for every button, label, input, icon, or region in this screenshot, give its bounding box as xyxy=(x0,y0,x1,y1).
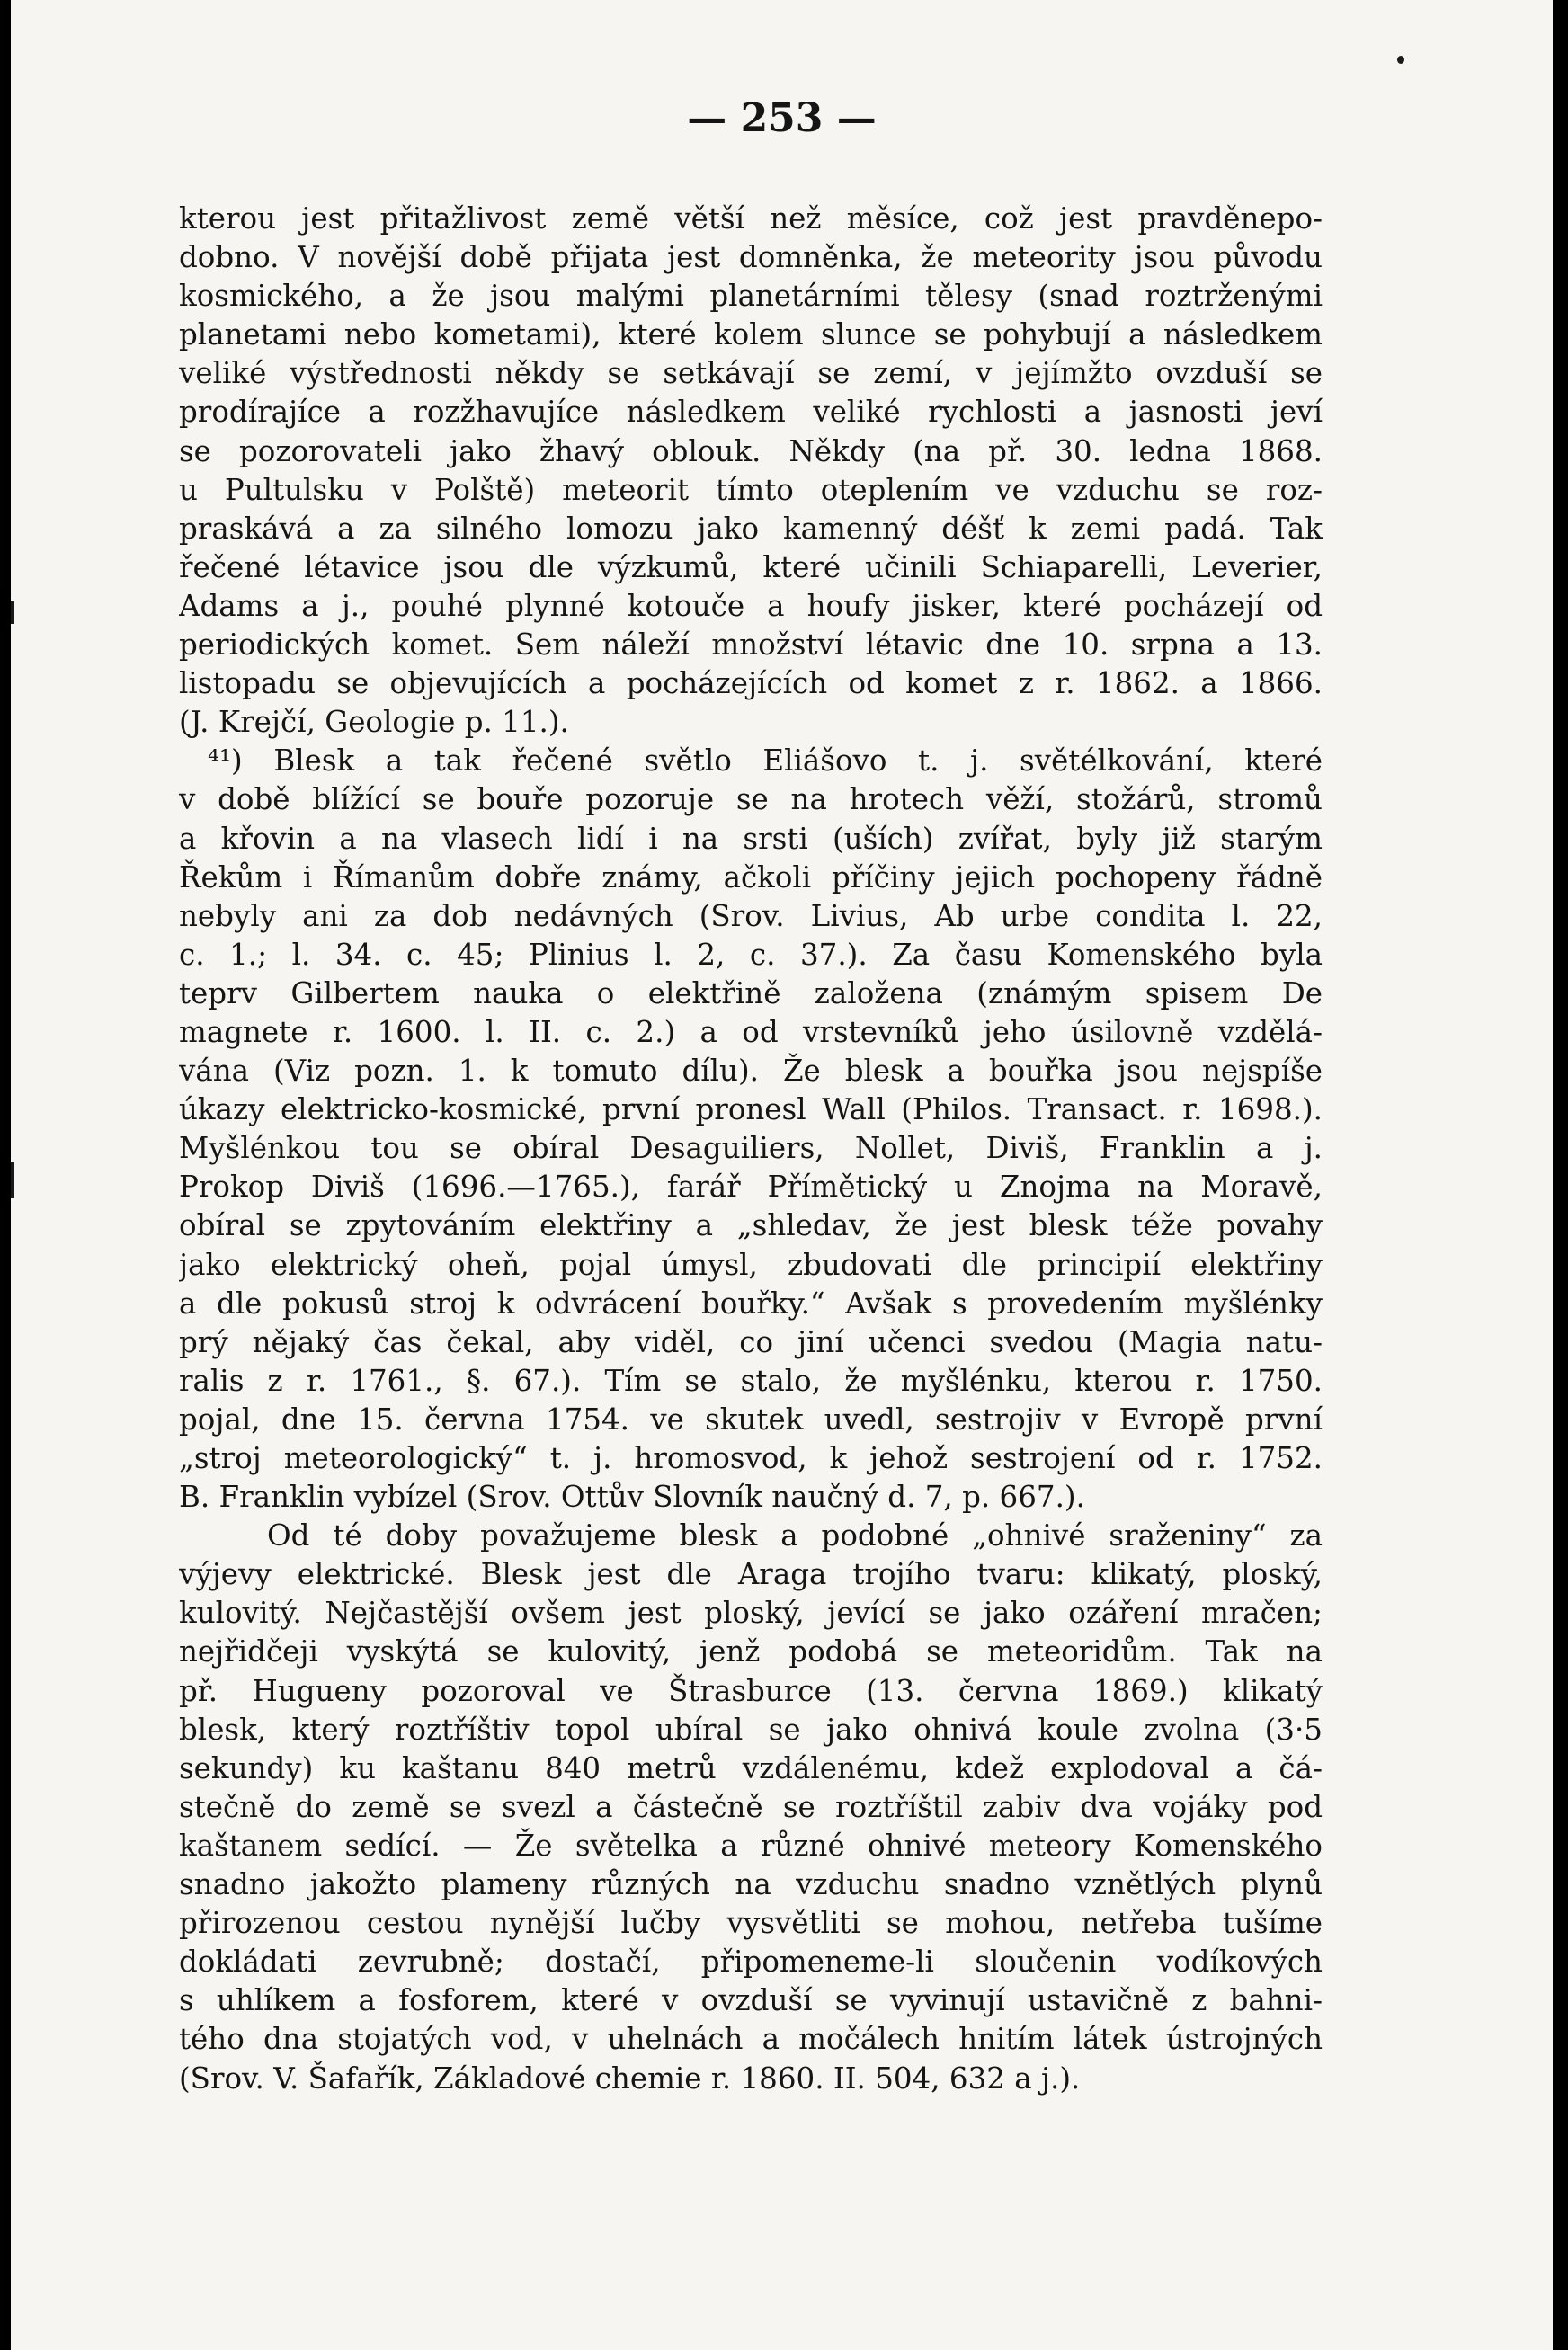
footnote-start-line: ⁴¹) Blesk a tak řečené světlo Eliášovo t. j. světélkování, které xyxy=(208,743,1323,779)
text-line: (Srov. V. Šafařík, Základové chemie r. 1860. II. 504, 632 a j.). xyxy=(179,2061,1081,2096)
text-line: Prokop Diviš (1696.—1765.), farář Přímětický u Znojma na Moravě, xyxy=(179,1170,1323,1205)
text-line: stečně do země se svezl a částečně se roztříštil zabiv dva vojáky pod xyxy=(179,1789,1323,1824)
edge-mark-left-1 xyxy=(11,601,14,624)
text-line: řečené létavice jsou dle výzkumů, které učinili Schiaparelli, Leverier, xyxy=(179,549,1323,584)
body-text xyxy=(179,200,1323,2098)
text-line: blesk, který roztříštiv topol ubíral se jako ohnivá koule zvolna (3·5 xyxy=(179,1712,1323,1747)
text-line: c. 1.; l. 34. c. 45; Plinius l. 2, c. 37.). Za času Komenského byla xyxy=(179,937,1323,972)
edge-mark-left-2 xyxy=(11,1162,14,1198)
text-line: a dle pokusů stroj k odvrácení bouřky.“ Avšak s provedením myšlénky xyxy=(179,1286,1323,1321)
text-line: a křovin a na vlasech lidí i na srsti (uších) zvířat, byly již starým xyxy=(179,821,1323,856)
text-line: výjevy elektrické. Blesk jest dle Araga trojího tvaru: klikatý, ploský, xyxy=(179,1557,1323,1592)
text-line: Myšlénkou tou se obíral Desaguiliers, Nollet, Diviš, Franklin a j. xyxy=(179,1131,1323,1166)
text-line: kterou jest přitažlivost země větší než měsíce, což jest pravděnepo- xyxy=(179,201,1323,236)
text-line: úkazy elektricko-kosmické, první pronesl Wall (Philos. Transact. r. 1698.). xyxy=(179,1092,1323,1127)
text-line: přirozenou cestou nynější lučby vysvětliti se mohou, netřeba tušíme xyxy=(179,1906,1323,1941)
book-page xyxy=(11,0,1553,2350)
text-line: prý nějaký čas čekal, aby viděl, co jiní učenci svedou (Magia natu- xyxy=(179,1324,1323,1359)
text-line: teprv Gilbertem nauka o elektřině založena (známým spisem De xyxy=(179,975,1323,1010)
text-line: periodických komet. Sem náleží množství létavic dne 10. srpna a 13. xyxy=(179,628,1323,663)
text-line: snadno jakožto plameny různých na vzduchu snadno vznětlých plynů xyxy=(179,1867,1323,1902)
text-line: obíral se zpytováním elektřiny a „shledav, že jest blesk téže povahy xyxy=(179,1208,1323,1243)
text-line: dobno. V novější době přijata jest domněnka, že meteority jsou původu xyxy=(179,240,1323,275)
text-line: sekundy) ku kaštanu 840 metrů vzdálenému, kdež explodoval a čá- xyxy=(179,1750,1323,1785)
text-line: nejřidčeji vyskýtá se kulovitý, jenž podobá se meteoridům. Tak na xyxy=(179,1634,1323,1669)
text-line: praskává a za silného lomozu jako kamenný déšť k zemi padá. Tak xyxy=(179,511,1323,546)
text-line: jako elektrický oheň, pojal úmysl, zbudovati dle principií elektřiny xyxy=(179,1247,1323,1282)
text-line: u Pultulsku v Polště) meteorit tímto oteplením ve vzduchu se roz- xyxy=(179,472,1323,507)
text-line: Řekům i Římanům dobře známy, ačkoli příčiny jejich pochopeny řádně xyxy=(179,859,1323,895)
edge-mark-top-right xyxy=(1397,56,1404,64)
paragraph-start-line: Od té doby považujeme blesk a podobné „ohnivé sraženiny“ za xyxy=(267,1518,1323,1553)
text-line: „stroj meteorologický“ t. j. hromosvod, k jehož sestrojení od r. 1752. xyxy=(179,1441,1323,1475)
text-line: vána (Viz pozn. 1. k tomuto dílu). Že blesk a bouřka jsou nejspíše xyxy=(179,1054,1323,1089)
text-line: magnete r. 1600. l. II. c. 2.) a od vrstevníků jeho úsilovně vzdělá- xyxy=(179,1014,1323,1049)
text-line: dokládati zevrubně; dostačí, připomeneme-li sloučenin vodíkových xyxy=(179,1945,1323,1980)
text-line: kosmického, a že jsou malými planetárními tělesy (snad roztrženými xyxy=(179,279,1323,314)
text-line: v době blížící se bouře pozoruje se na hrotech věží, stožárů, stromů xyxy=(179,782,1323,817)
text-line: s uhlíkem a fosforem, které v ovzduší se vyvinují ustavičně z bahni- xyxy=(179,1983,1323,2018)
text-line: tého dna stojatých vod, v uhelnách a močálech hnitím látek ústrojných xyxy=(179,2022,1323,2057)
text-line: kaštanem sedící. — Že světelka a různé ohnivé meteory Komenského xyxy=(179,1828,1323,1863)
text-line: Adams a j., pouhé plynné kotouče a houfy jisker, které pocházejí od xyxy=(179,588,1323,623)
text-line: B. Franklin vybízel (Srov. Ottův Slovník naučný d. 7, p. 667.). xyxy=(179,1480,1085,1515)
text-line: ralis z r. 1761., §. 67.). Tím se stalo, že myšlénku, kterou r. 1750. xyxy=(179,1363,1323,1398)
text-line: se pozorovateli jako žhavý oblouk. Někdy (na př. 30. ledna 1868. xyxy=(179,433,1323,468)
text-line: prodírajíce a rozžhavujíce následkem veliké rychlosti a jasnosti jeví xyxy=(179,395,1323,430)
text-line: (J. Krejčí, Geologie p. 11.). xyxy=(179,705,569,740)
text-line: listopadu se objevujících a pocházejících od komet z r. 1862. a 1866. xyxy=(179,666,1323,701)
text-line: pojal, dne 15. června 1754. ve skutek uvedl, sestrojiv v Evropě první xyxy=(179,1402,1323,1437)
text-line: planetami nebo kometami), které kolem slunce se pohybují a následkem xyxy=(179,317,1323,352)
text-line: př. Hugueny pozoroval ve Štrasburce (13. června 1869.) klikatý xyxy=(179,1673,1323,1708)
text-line: kulovitý. Nejčastější ovšem jest ploský, jevící se jako ozáření mračen; xyxy=(179,1596,1323,1631)
text-line: nebyly ani za dob nedávných (Srov. Livius, Ab urbe condita l. 22, xyxy=(179,898,1323,933)
page-number: — 253 — xyxy=(687,95,877,141)
text-line: veliké výstřednosti někdy se setkávají se zemí, v jejímžto ovzduší se xyxy=(179,356,1323,391)
